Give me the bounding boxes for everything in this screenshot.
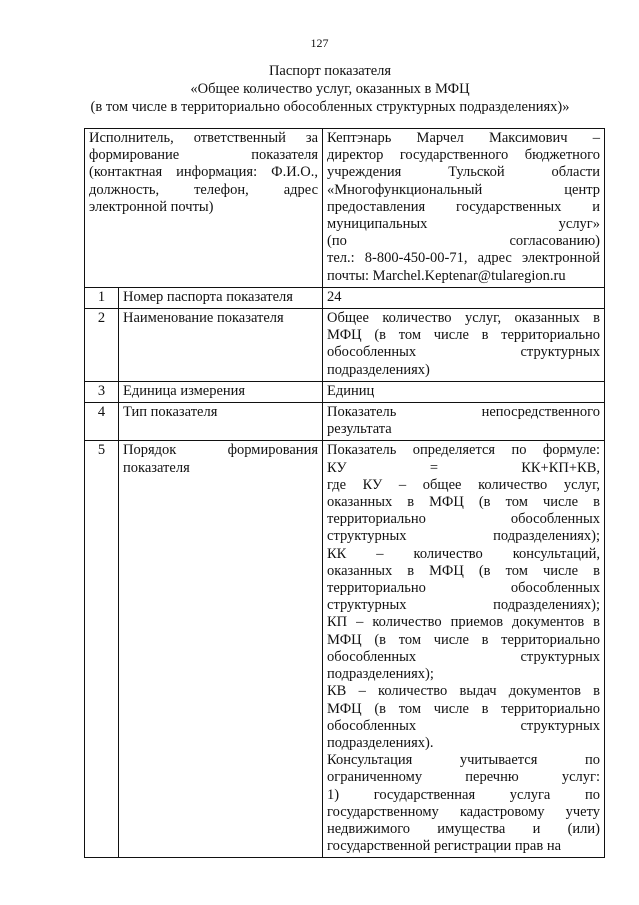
text-line: Единиц: [327, 382, 375, 399]
text-line: результата: [327, 421, 392, 438]
text-line: подразделениях): [327, 361, 430, 378]
table-row: [85, 287, 605, 308]
row-label: [119, 403, 323, 441]
text-line: Наименование показателя: [123, 310, 284, 327]
text-line: Кептэнарь Марчел Максимович –: [327, 130, 601, 146]
text-line: (контактная информация: Ф.И.О.,: [89, 164, 319, 181]
text-line: КВ – количество выдач документов в: [327, 683, 601, 700]
text-line: учреждения Тульской области: [327, 164, 601, 181]
text-line: обособленных структурных: [327, 344, 601, 361]
title-line: (в том числе в территориально обособленных структурных подразделениях)»: [90, 99, 570, 115]
text-line: Исполнитель, ответственный за: [89, 130, 319, 146]
text-line: Показатель непосредственного: [327, 404, 601, 421]
text-line: оказанных в МФЦ (в том числе в: [327, 562, 601, 579]
text-line: формирование показателя: [89, 147, 319, 164]
row-value: [323, 381, 605, 402]
text-line: МФЦ (в том числе в территориально: [327, 631, 601, 648]
row-value: [323, 403, 605, 441]
text-line: электронной почты): [89, 198, 214, 215]
text-line: подразделениях);: [327, 666, 434, 683]
executor-value-cell: [323, 129, 605, 288]
text-line: Единица измерения: [123, 382, 246, 399]
text-line: должность, телефон, адрес: [89, 181, 319, 198]
text-line: Порядок формирования: [123, 442, 319, 459]
text-line: территориально обособленных: [327, 580, 601, 597]
text-line: МФЦ (в том числе в территориально: [327, 327, 601, 344]
text-line: почты: Marchel.Keptenar@tularegion.ru: [327, 267, 566, 284]
table-row: [85, 381, 605, 402]
text-line: 1) государственная услуга по: [327, 786, 601, 803]
table-row-executor: [85, 129, 605, 288]
row-number: 3: [85, 381, 119, 402]
text-line: тел.: 8-800-450-00-71, адрес электронной: [327, 250, 601, 267]
text-line: территориально обособленных: [327, 511, 601, 528]
page-number: 127: [310, 36, 329, 50]
table-row: [85, 441, 605, 858]
row-value: [323, 309, 605, 382]
text-line: (по согласованию): [327, 233, 601, 250]
row-label: [119, 381, 323, 402]
document-title: [60, 62, 600, 116]
row-label: [119, 441, 323, 858]
text-line: структурных подразделениях);: [327, 597, 601, 614]
text-line: муниципальных услуг»: [327, 216, 601, 233]
row-number: 2: [85, 309, 119, 382]
text-line: Тип показателя: [123, 404, 218, 421]
row-number: 5: [85, 441, 119, 858]
row-number: 4: [85, 403, 119, 441]
title-line: Паспорт показателя: [268, 63, 392, 79]
text-line: МФЦ (в том числе в территориально: [327, 700, 601, 717]
executor-label-cell: [85, 129, 323, 288]
table-row: [85, 309, 605, 382]
text-line: Показатель определяется по формуле:: [327, 442, 601, 459]
text-line: государственному кадастровому учету: [327, 803, 601, 820]
text-line: 24: [327, 288, 342, 305]
text-line: подразделениях).: [327, 734, 434, 751]
text-line: структурных подразделениях);: [327, 528, 601, 545]
text-line: оказанных в МФЦ (в том числе в: [327, 494, 601, 511]
title-line: «Общее количество услуг, оказанных в МФЦ: [190, 81, 470, 97]
text-line: КП – количество приемов документов в: [327, 614, 601, 631]
text-line: недвижимого имущества и (или): [327, 820, 601, 837]
text-line: где КУ – общее количество услуг,: [327, 476, 601, 493]
text-line: «Многофункциональный центр: [327, 181, 601, 198]
text-line: предоставления государственных и: [327, 198, 601, 215]
text-line: обособленных структурных: [327, 648, 601, 665]
row-value: [323, 287, 605, 308]
text-line: показателя: [123, 459, 190, 476]
passport-table: [84, 128, 605, 858]
text-line: Консультация учитывается по: [327, 752, 601, 769]
text-line: государственной регистрации прав на: [327, 838, 562, 855]
text-line: Общее количество услуг, оказанных в: [327, 310, 601, 327]
row-value: [323, 441, 605, 858]
text-line: КУ = КК+КП+КВ,: [327, 459, 601, 476]
text-line: ограниченному перечню услуг:: [327, 769, 601, 786]
text-line: директор государственного бюджетного: [327, 147, 601, 164]
row-label: [119, 309, 323, 382]
text-line: КК – количество консультаций,: [327, 545, 601, 562]
table-row: [85, 403, 605, 441]
text-line: обособленных структурных: [327, 717, 601, 734]
text-line: Номер паспорта показателя: [123, 288, 293, 305]
row-label: [119, 287, 323, 308]
row-number: 1: [85, 287, 119, 308]
